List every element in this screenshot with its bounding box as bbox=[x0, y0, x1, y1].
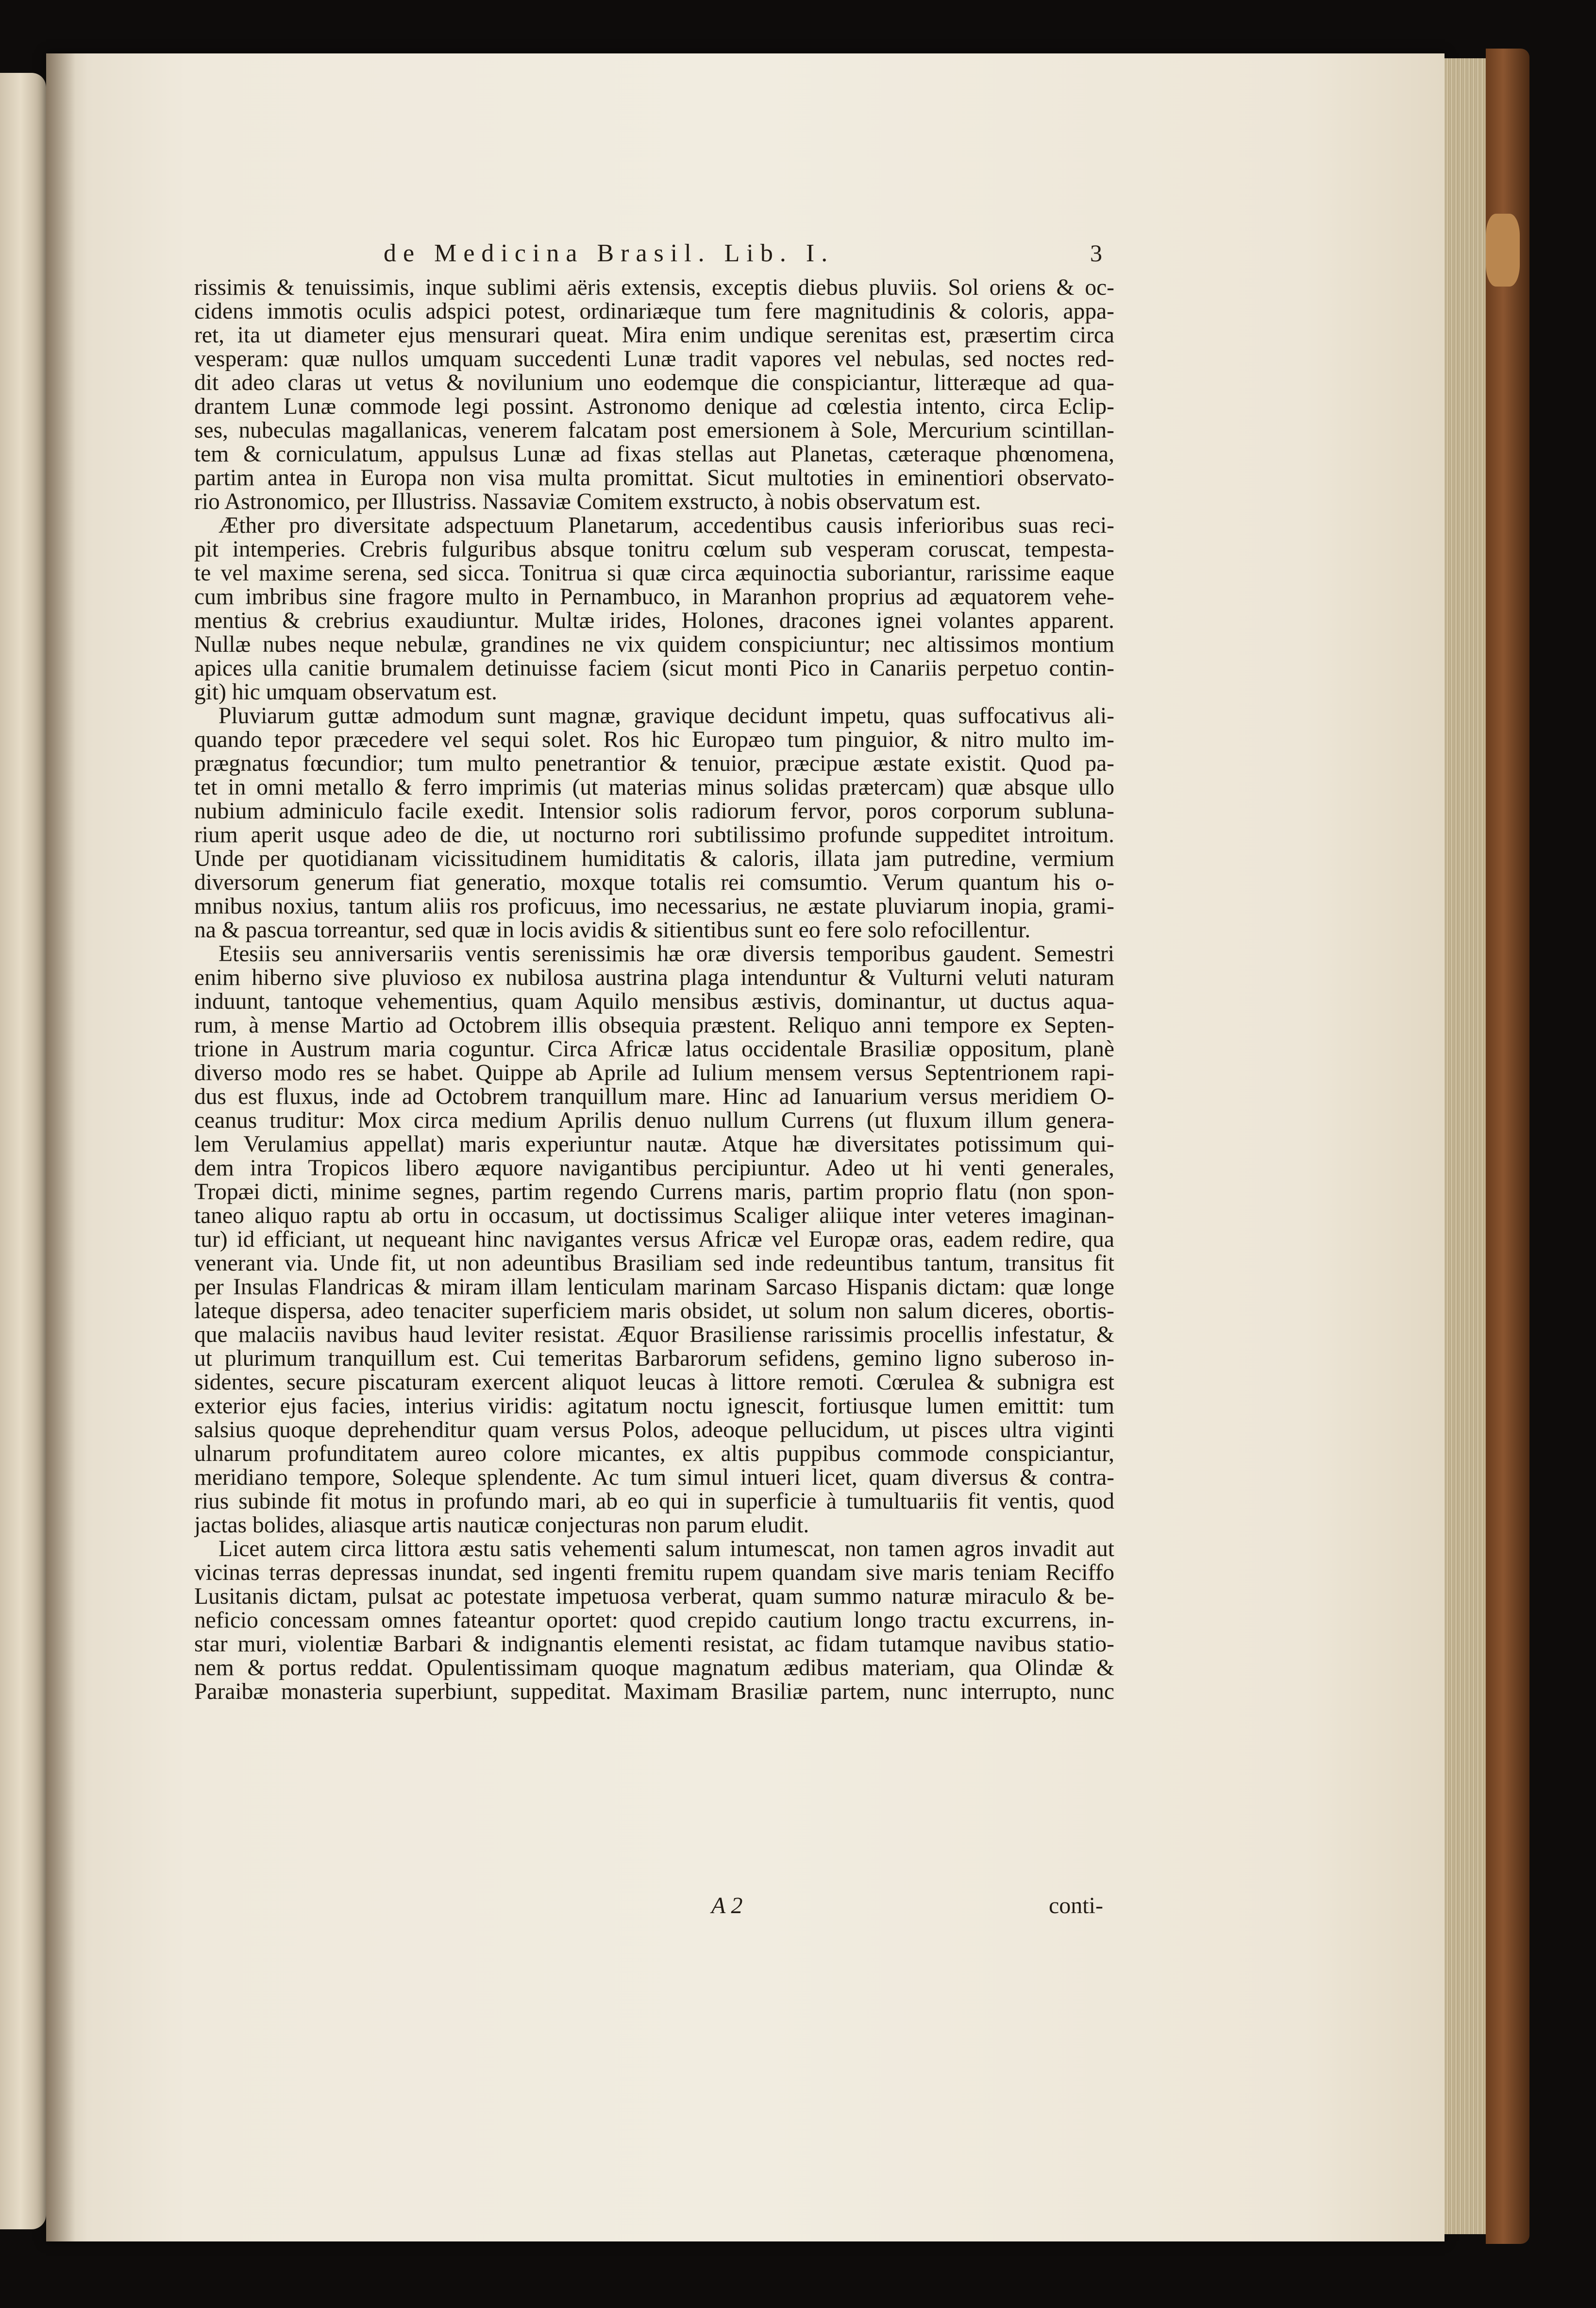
text-line: ceanus truditur: Mox circa medium Aprilis denuo nullum Currens (ut fluxum illum genera- bbox=[194, 1109, 1114, 1133]
body-text bbox=[194, 276, 1114, 1704]
text-line: vicinas terras depressas inundat, sed ingenti fremitu rupem quandam sive maris teniam Reciffo bbox=[194, 1561, 1114, 1585]
text-line: tem & corniculatum, appulsus Lunæ ad fixas stellas aut Planetas, cæteraque phœnomena, bbox=[194, 442, 1114, 466]
running-title: de Medicina Brasil. Lib. I. bbox=[384, 239, 835, 267]
text-line: rum, à mense Martio ad Octobrem illis obsequia præstent. Reliquo anni tempore ex Septen- bbox=[194, 1014, 1114, 1037]
text-line: ut plurimum tranquillum est. Cui temeritas Barbarorum sefidens, gemino ligno suberoso in- bbox=[194, 1347, 1114, 1371]
text-line: Paraibæ monasteria superbiunt, suppeditat. Maximam Brasiliæ partem, nunc interrupto, nunc bbox=[194, 1680, 1114, 1704]
text-line: diversorum generum fiat generatio, moxque totalis rei comsumtio. Verum quantum his o- bbox=[194, 871, 1114, 895]
text-line: cidens immotis oculis adspici potest, ordinariæque tum fere magnitudinis & coloris, appa- bbox=[194, 300, 1114, 323]
text-line: te vel maxime serena, sed sicca. Tonitrua si quæ circa æquinoctia suboriantur, rarissime eaque bbox=[194, 561, 1114, 585]
catchword: conti- bbox=[1049, 1893, 1103, 1918]
text-line: vesperam: quæ nullos umquam succedenti Lunæ tradit vapores vel nebulas, sed noctes red- bbox=[194, 347, 1114, 371]
text-line: sidentes, secure piscaturam exercent aliquot leucas à littore remoti. Cœrulea & subnigra est bbox=[194, 1371, 1114, 1394]
text-line: rium aperit usque adeo de die, ut nocturno rori subtilissimo profunde suppeditet introitum. bbox=[194, 823, 1114, 847]
text-line: per Insulas Flandricas & miram illam lenticulam marinam Sarcaso Hispanis dictam: quæ longe bbox=[194, 1275, 1114, 1299]
page-gutter-shadow bbox=[46, 53, 75, 2241]
text-line: drantem Lunæ commode legi possint. Astronomo denique ad cœlestia intento, circa Eclip- bbox=[194, 395, 1114, 419]
text-line: ret, ita ut diameter ejus mensurari queat. Mira enim undique serenitas est, præsertim circa bbox=[194, 323, 1114, 347]
text-line: Nullæ nubes neque nebulæ, grandines ne vix quidem conspiciuntur; nec altissimos montium bbox=[194, 633, 1114, 657]
text-line: apices ulla canitie brumalem detinuisse faciem (sicut monti Pico in Canariis perpetuo contin- bbox=[194, 657, 1114, 680]
text-line: mentius & crebrius exaudiuntur. Multæ irides, Holones, dracones ignei volantes apparent. bbox=[194, 609, 1114, 633]
text-line: induunt, tantoque vehementius, quam Aquilo mensibus æstivis, dominantur, ut ductus aqua- bbox=[194, 990, 1114, 1014]
signature-mark: A 2 bbox=[711, 1893, 743, 1918]
text-line: rius subinde fit motus in profundo mari, ab eo qui in superficie à tumultuariis fit ventis, quod bbox=[194, 1490, 1114, 1513]
text-line: exterior ejus facies, interius viridis: agitatum noctu ignescit, fortiusque lumen emittit: tum bbox=[194, 1394, 1114, 1418]
book-cover-edge bbox=[1486, 49, 1529, 2244]
text-line: jactas bolides, aliasque artis nauticæ conjecturas non parum eludit. bbox=[194, 1513, 809, 1537]
text-line: salsius quoque deprehenditur quam versus Polos, adeoque pellucidum, ut pisces ultra viginti bbox=[194, 1418, 1114, 1442]
text-line: Etesiis seu anniversariis ventis serenissimis hæ oræ diversis temporibus gaudent. Semestri bbox=[218, 942, 1114, 966]
text-line: partim antea in Europa non visa multa promittat. Sicut multoties in eminentiori observato- bbox=[194, 466, 1114, 490]
page-number: 3 bbox=[1090, 239, 1102, 267]
text-line: taneo aliquo raptu ab ortu in occasum, ut doctissimus Scaliger aliique inter veteres imaginan- bbox=[194, 1204, 1114, 1228]
text-line: Tropæi dicti, minime segnes, partim regendo Currens maris, partim proprio flatu (non spon- bbox=[194, 1180, 1114, 1204]
text-line: neficio concessam omnes fateantur oportet: quod crepido cautium longo tractu excurrens, in- bbox=[194, 1609, 1114, 1632]
text-line: star muri, violentiæ Barbari & indignantis elementi resistat, ac fidam tutamque navibus statio- bbox=[194, 1632, 1114, 1656]
text-line: prægnatus fœcundior; tum multo penetrantior & tenuior, præcipue æstate existit. Quod pa- bbox=[194, 752, 1114, 776]
text-line: diverso modo res se habet. Quippe ab Aprile ad Iulium mensem versus Septentrionem rapi- bbox=[194, 1061, 1114, 1085]
text-line: tet in omni metallo & ferro imprimis (ut materias minus solidas prætercam) quæ absque ullo bbox=[194, 776, 1114, 799]
text-line: lateque dispersa, adeo tenaciter superficiem maris obsidet, ut solum non salum diceres, obortis- bbox=[194, 1299, 1114, 1323]
text-line: venerant via. Unde fit, ut non adeuntibus Brasiliam sed inde redeuntibus tantum, transitus fit bbox=[194, 1252, 1114, 1275]
text-line: ulnarum profunditatem aureo colore micantes, ex altis puppibus commode conspiciantur, bbox=[194, 1442, 1114, 1466]
text-line: Æther pro diversitate adspectuum Planetarum, accedentibus causis inferioribus suas reci- bbox=[218, 514, 1114, 538]
text-line: dem intra Tropicos libero æquore navigantibus percipiuntur. Adeo ut hi venti generales, bbox=[194, 1156, 1114, 1180]
text-line: Licet autem circa littora æstu satis vehementi salum intumescat, non tamen agros invadit aut bbox=[218, 1537, 1114, 1561]
text-line: que malaciis navibus haud leviter resistat. Æquor Brasiliense rarissimis procellis infestatur, & bbox=[194, 1323, 1114, 1347]
text-line: git) hic umquam observatum est. bbox=[194, 680, 497, 704]
text-line: enim hiberno sive pluvioso ex nubilosa austrina plaga intenduntur & Vulturni veluti naturam bbox=[194, 966, 1114, 990]
text-line: mnibus noxius, tantum aliis ros proficuus, imo necessarius, ne æstate pluviarum inopia, grami- bbox=[194, 895, 1114, 918]
text-line: na & pascua torreantur, sed quæ in locis avidis & sitientibus sunt eo fere solo refocillentur. bbox=[194, 918, 1031, 942]
text-line: lem Verulamius appellat) maris experiuntur nautæ. Atque hæ diversitates potissimum qui- bbox=[194, 1133, 1114, 1156]
text-line: meridiano tempore, Soleque splendente. Ac tum simul intueri licet, quam diversus & contra- bbox=[194, 1466, 1114, 1490]
text-line: tur) id efficiant, ut nequeant hinc navigantes versus Africæ vel Europæ oras, eadem redire, qua bbox=[194, 1228, 1114, 1252]
text-line: rissimis & tenuissimis, inque sublimi aëris extensis, exceptis diebus pluviis. Sol oriens & oc- bbox=[194, 276, 1114, 300]
text-line: dit adeo claras ut vetus & novilunium uno eodemque die conspiciantur, litteræque ad qua- bbox=[194, 371, 1114, 395]
text-line: nem & portus reddat. Opulentissimam quoque magnatum ædibus materiam, qua Olindæ & bbox=[194, 1656, 1114, 1680]
text-line: Pluviarum guttæ admodum sunt magnæ, gravique decidunt impetu, quas suffocativus ali- bbox=[218, 704, 1114, 728]
text-line: dus est fluxus, inde ad Octobrem tranquillum mare. Hinc ad Ianuarium versus meridiem O- bbox=[194, 1085, 1114, 1109]
left-page-edge bbox=[0, 73, 46, 2229]
text-line: trione in Austrum maria coguntur. Circa Africæ latus occidentale Brasiliæ oppositum, planè bbox=[194, 1037, 1114, 1061]
text-line: pit intemperies. Crebris fulguribus absque tonitru cœlum sub vesperam coruscat, tempesta- bbox=[194, 538, 1114, 561]
text-line: ses, nubeculas magallanicas, venerem falcatam post emersionem à Sole, Mercurium scintillan- bbox=[194, 419, 1114, 442]
text-line: Lusitanis dictam, pulsat ac potestate impetuosa verberat, quam summo naturæ miraculo & be- bbox=[194, 1585, 1114, 1609]
text-line: cum imbribus sine fragore multo in Pernambuco, in Maranhon proprius ad æquatorem vehe- bbox=[194, 585, 1114, 609]
cover-damage bbox=[1486, 214, 1520, 287]
page-fore-edge bbox=[1445, 58, 1486, 2234]
text-line: quando tepor præcedere vel sequi solet. Ros hic Europæo tum pinguior, & nitro multo im- bbox=[194, 728, 1114, 752]
text-line: nubium adminiculo facile exedit. Intensior solis radiorum fervor, poros corporum subluna- bbox=[194, 799, 1114, 823]
text-line: Unde per quotidianam vicissitudinem humiditatis & caloris, illata jam putredine, vermium bbox=[194, 847, 1114, 871]
text-line: rio Astronomico, per Illustriss. Nassaviæ Comitem exstructo, à nobis observatum est. bbox=[194, 490, 981, 514]
